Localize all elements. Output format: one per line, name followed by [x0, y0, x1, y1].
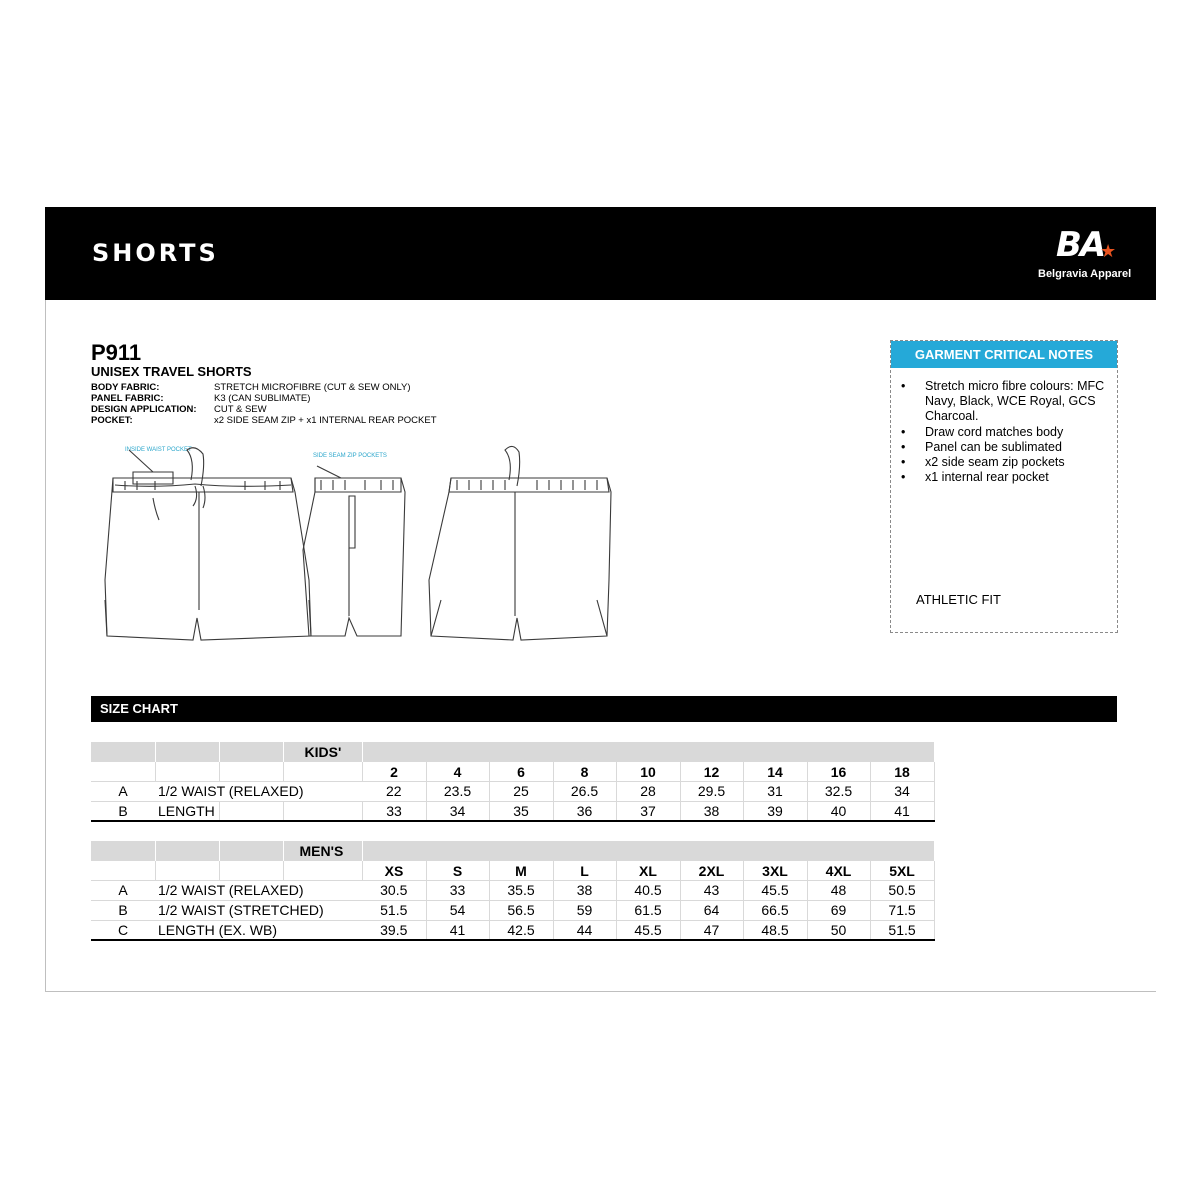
kids-heading: KIDS': [304, 743, 342, 760]
critical-notes-box: [890, 340, 1118, 633]
row-label: 1/2 WAIST (RELAXED): [155, 881, 362, 901]
spec-value: x2 SIDE SEAM ZIP + x1 INTERNAL REAR POCKET: [214, 415, 437, 426]
cell-value: 45.5: [743, 881, 807, 901]
spec-label: POCKET:: [91, 415, 133, 426]
cell-value: 44: [553, 920, 616, 940]
table-group-row: [91, 742, 934, 762]
table-row: [91, 900, 934, 920]
cell-value: 26.5: [553, 782, 616, 802]
cell-value: 45.5: [616, 920, 680, 940]
cell-value: 35.5: [489, 881, 553, 901]
cell-value: 25: [489, 782, 553, 802]
table-row: [91, 782, 934, 802]
note-item: • x1 internal rear pocket: [901, 470, 1111, 485]
cell-value: 33: [362, 801, 426, 821]
notes-list: [891, 368, 1117, 485]
cell-value: 43: [680, 881, 743, 901]
brand-mark: BA: [1056, 225, 1105, 265]
page-title: SHORTS: [92, 239, 219, 267]
side-view-drawing: [303, 466, 405, 636]
row-label: 1/2 WAIST (STRETCHED): [155, 900, 362, 920]
size-header: S: [426, 861, 489, 881]
note-item: • Draw cord matches body: [901, 425, 1111, 440]
back-view-drawing: [429, 446, 611, 640]
cell-value: 32.5: [807, 782, 870, 802]
cell-value: 23.5: [426, 782, 489, 802]
row-letter: A: [91, 782, 155, 802]
table-row: [91, 801, 934, 821]
row-letter: C: [91, 920, 155, 940]
cell-value: 66.5: [743, 900, 807, 920]
cell-value: 38: [553, 881, 616, 901]
spec-value: K3 (CAN SUBLIMATE): [214, 393, 311, 404]
size-header: 2: [362, 762, 426, 782]
cell-value: 69: [807, 900, 870, 920]
notes-title: GARMENT CRITICAL NOTES: [891, 341, 1117, 368]
fit-label: ATHLETIC FIT: [916, 592, 1001, 607]
cell-value: 51.5: [362, 900, 426, 920]
spec-list: [91, 382, 437, 426]
spec-row: [91, 404, 437, 415]
mens-heading: MEN'S: [299, 842, 344, 859]
spec-label: DESIGN APPLICATION:: [91, 404, 197, 415]
size-header: 4: [426, 762, 489, 782]
spec-label: BODY FABRIC:: [91, 382, 160, 393]
size-header: 5XL: [870, 861, 934, 881]
size-header: 10: [616, 762, 680, 782]
cell-value: 33: [426, 881, 489, 901]
spec-row: [91, 382, 437, 393]
size-header: 6: [489, 762, 553, 782]
size-header: 12: [680, 762, 743, 782]
zip-pocket-callout: SIDE SEAM ZIP POCKETS: [313, 453, 387, 459]
cell-value: 22: [362, 782, 426, 802]
cell-value: 61.5: [616, 900, 680, 920]
product-name: UNISEX TRAVEL SHORTS: [91, 364, 252, 379]
row-letter: B: [91, 801, 155, 821]
cell-value: 50: [807, 920, 870, 940]
cell-value: 71.5: [870, 900, 934, 920]
size-header: 2XL: [680, 861, 743, 881]
cell-value: 31: [743, 782, 807, 802]
cell-value: 48.5: [743, 920, 807, 940]
product-code: P911: [91, 340, 142, 365]
cell-value: 39.5: [362, 920, 426, 940]
row-label: LENGTH: [155, 801, 219, 821]
cell-value: 42.5: [489, 920, 553, 940]
cell-value: 40.5: [616, 881, 680, 901]
size-header: 18: [870, 762, 934, 782]
cell-value: 28: [616, 782, 680, 802]
cell-value: 47: [680, 920, 743, 940]
cell-value: 59: [553, 900, 616, 920]
cell-value: 41: [426, 920, 489, 940]
brand-name: Belgravia Apparel: [1038, 268, 1132, 280]
note-item: • Panel can be sublimated: [901, 440, 1111, 455]
cell-value: 37: [616, 801, 680, 821]
table-row: [91, 881, 934, 901]
size-header: 4XL: [807, 861, 870, 881]
cell-value: 48: [807, 881, 870, 901]
size-header: 3XL: [743, 861, 807, 881]
size-header: M: [489, 861, 553, 881]
header-banner: [45, 207, 1156, 300]
size-header: L: [553, 861, 616, 881]
cell-value: 35: [489, 801, 553, 821]
spec-row: [91, 393, 437, 404]
cell-value: 39: [743, 801, 807, 821]
cell-value: 54: [426, 900, 489, 920]
row-label: 1/2 WAIST (RELAXED): [155, 782, 362, 802]
size-header: XL: [616, 861, 680, 881]
cell-value: 36: [553, 801, 616, 821]
waist-pocket-callout: INSIDE WAIST POCKET: [125, 447, 192, 453]
cell-value: 64: [680, 900, 743, 920]
size-header: XS: [362, 861, 426, 881]
note-item: • Stretch micro fibre colours: MFC Navy, Black, WCE Royal, GCS Charcoal.: [901, 379, 1111, 425]
table-header-row: [91, 762, 934, 782]
brand-logo: [1038, 225, 1138, 285]
cell-value: 30.5: [362, 881, 426, 901]
cell-value: 38: [680, 801, 743, 821]
spec-label: PANEL FABRIC:: [91, 393, 164, 404]
spec-value: CUT & SEW: [214, 404, 267, 415]
garment-drawings: [95, 440, 635, 650]
table-header-row: [91, 861, 934, 881]
note-item: • x2 side seam zip pockets: [901, 455, 1111, 470]
cell-value: 34: [426, 801, 489, 821]
size-header: 8: [553, 762, 616, 782]
size-chart-title: SIZE CHART: [91, 696, 1117, 722]
front-view-drawing: [105, 448, 311, 640]
cell-value: 29.5: [680, 782, 743, 802]
cell-value: 34: [870, 782, 934, 802]
spec-row: [91, 415, 437, 426]
kids-size-table: [91, 742, 935, 822]
size-header: 14: [743, 762, 807, 782]
cell-value: 50.5: [870, 881, 934, 901]
cell-value: 56.5: [489, 900, 553, 920]
row-label: LENGTH (EX. WB): [155, 920, 362, 940]
mens-size-table: [91, 841, 935, 941]
table-row: [91, 920, 934, 940]
cell-value: 41: [870, 801, 934, 821]
star-icon: ★: [1100, 241, 1117, 261]
spec-value: STRETCH MICROFIBRE (CUT & SEW ONLY): [214, 382, 411, 393]
row-letter: B: [91, 900, 155, 920]
row-letter: A: [91, 881, 155, 901]
cell-value: 40: [807, 801, 870, 821]
table-group-row: [91, 841, 934, 861]
cell-value: 51.5: [870, 920, 934, 940]
size-header: 16: [807, 762, 870, 782]
